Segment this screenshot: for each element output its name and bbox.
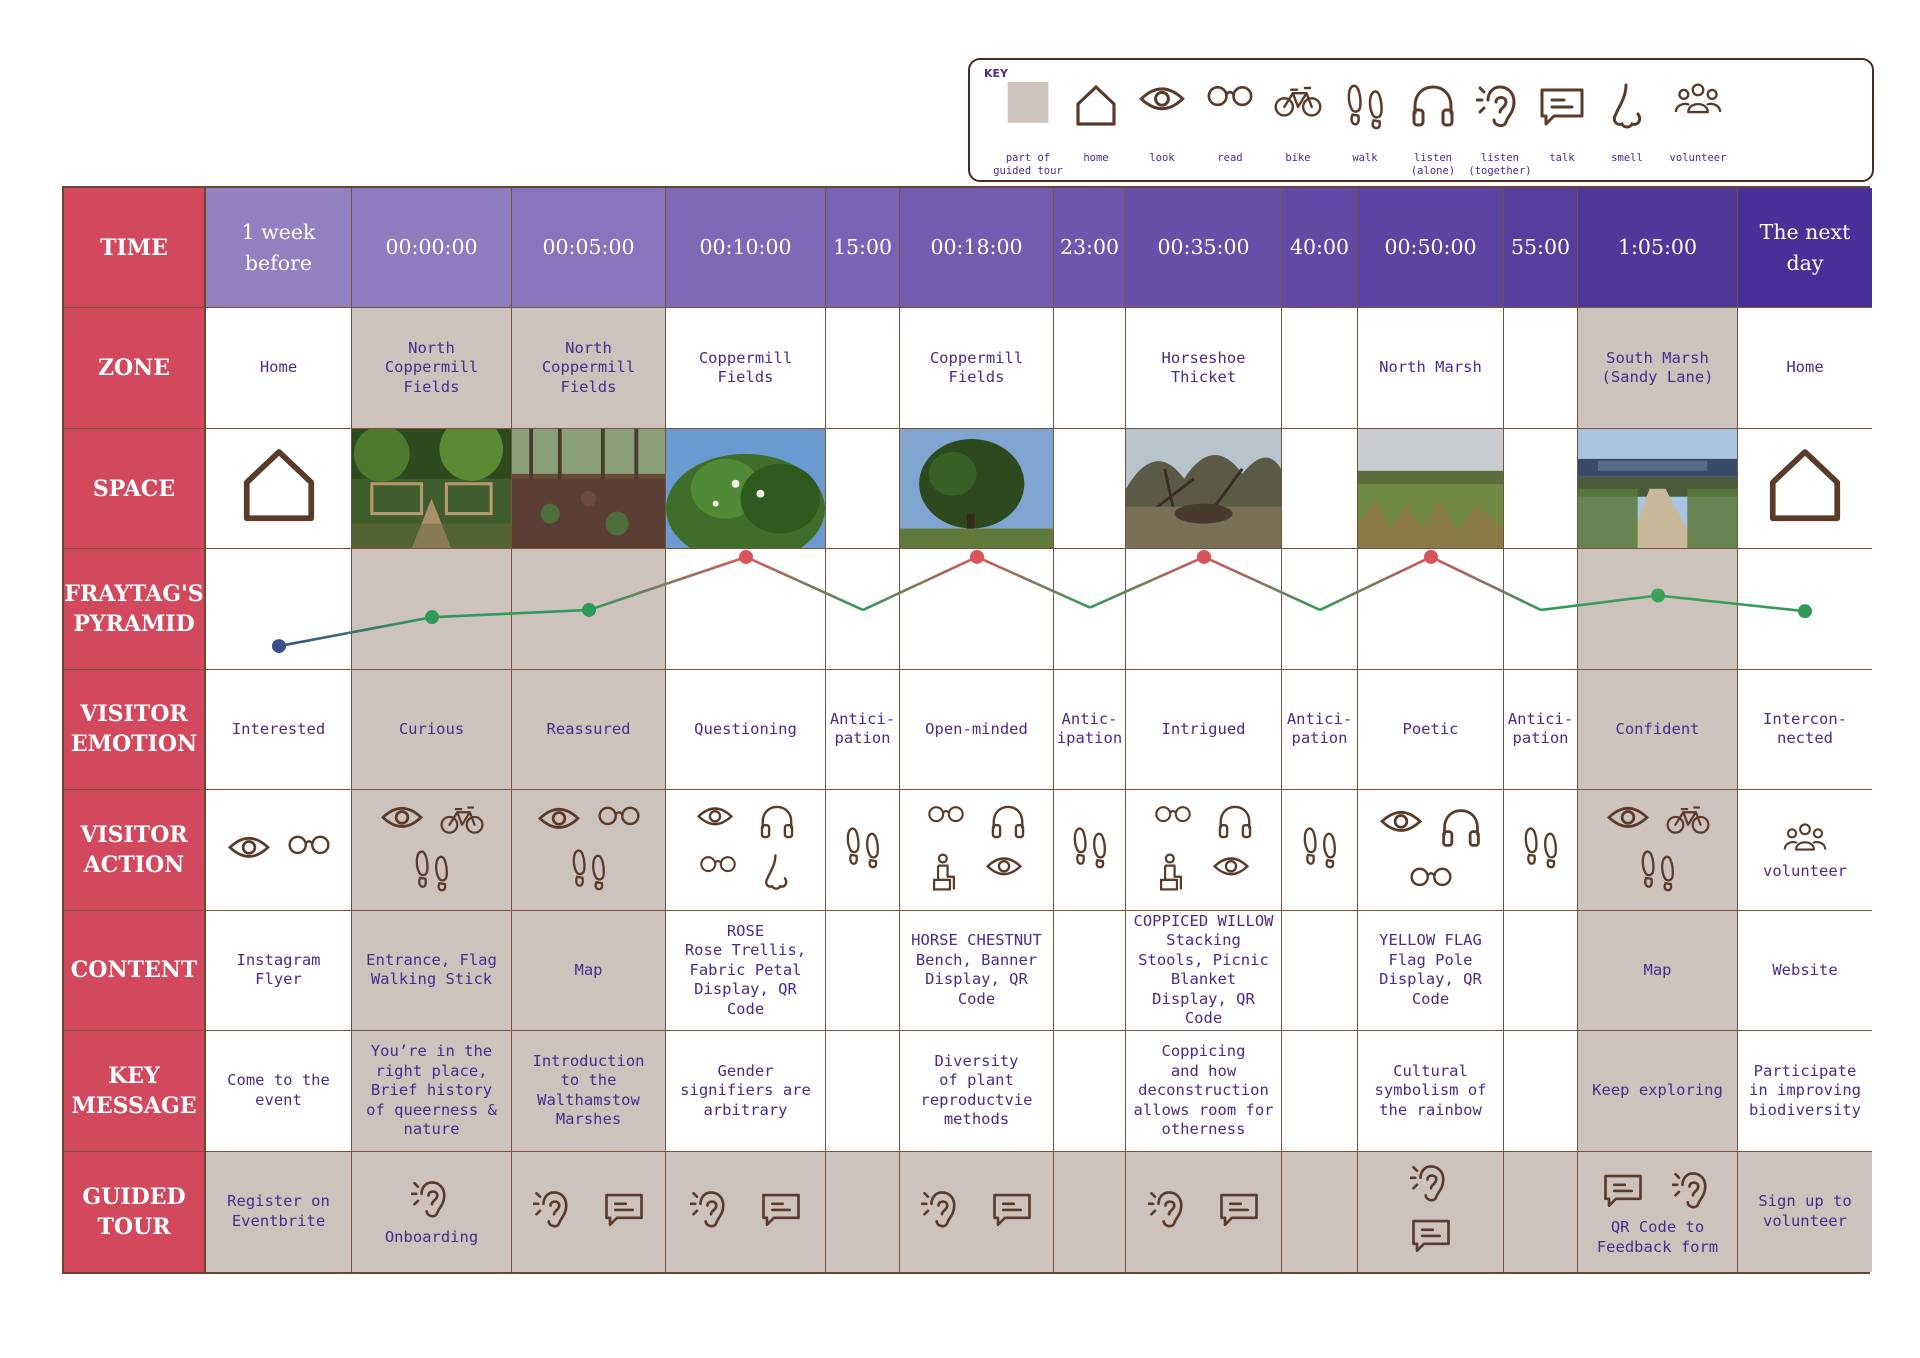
zone-cell: North Coppermill Fields [512, 308, 666, 428]
action-icons [516, 799, 661, 901]
action-icons [670, 800, 821, 899]
emotion-cell: Open-minded [900, 670, 1054, 790]
footprints-icon [406, 844, 457, 902]
guided-tour-cell [512, 1152, 666, 1272]
legend-label: smell [1611, 152, 1643, 164]
pyramid-cell [1578, 549, 1738, 669]
action-icons [1064, 821, 1115, 879]
legend-label: listen (alone) [1410, 152, 1456, 177]
glasses-icon [589, 799, 649, 843]
tour-text: QR Code to Feedback form [1596, 1218, 1719, 1256]
row-label-space: SPACE [64, 429, 206, 549]
eye-icon [1598, 798, 1658, 845]
home-icon [236, 443, 322, 535]
time-cell: 00:05:00 [512, 188, 666, 308]
action-cell [1054, 790, 1126, 910]
action-icons [1515, 821, 1566, 879]
space-cell [512, 429, 666, 549]
space-cell [1504, 429, 1578, 549]
action-cell [1358, 790, 1504, 910]
emotion-cell: Antici- pation [1504, 670, 1578, 790]
action-cell [900, 790, 1054, 910]
content-cell [826, 911, 900, 1031]
eye-icon [973, 850, 1035, 900]
row-label-time: TIME [64, 188, 206, 308]
key-message-cell: Coppicing and how deconstruction allows room for otherness [1126, 1031, 1282, 1151]
content-cell: COPPICED WILLOW Stacking Stools, Picnic Blanket Display, QR Code [1126, 911, 1282, 1031]
pyramid-cell [352, 549, 512, 669]
time-cell: 55:00 [1504, 188, 1578, 308]
guided-tour-cell [1504, 1152, 1578, 1272]
guided-tour-cell [1282, 1152, 1358, 1272]
eye-icon [684, 800, 746, 850]
eye-icon [372, 798, 432, 845]
content-cell: Website [1738, 911, 1872, 1031]
tour-icons [1362, 1160, 1499, 1263]
zone-cell [1504, 308, 1578, 428]
time-cell: 15:00 [826, 188, 900, 308]
space-cell [1358, 429, 1504, 549]
photo-rose-bush [666, 429, 825, 548]
content-cell [1282, 911, 1358, 1031]
time-cell: The next day [1738, 188, 1872, 308]
speech-bubble-icon [1396, 1212, 1466, 1264]
eye-icon [1371, 802, 1431, 860]
key-message-cell: Gender signifiers are arbitrary [666, 1031, 826, 1151]
legend-label: look [1149, 152, 1175, 164]
headphones-icon [746, 800, 808, 850]
action-cell [512, 790, 666, 910]
action-icons [1130, 800, 1277, 899]
zone-cell: North Marsh [1358, 308, 1504, 428]
key-message-cell [1504, 1031, 1578, 1151]
row-label-emotion: VISITOR EMOTION [64, 670, 206, 790]
action-icons [1763, 818, 1847, 882]
footprints-icon [1294, 821, 1345, 879]
time-cell: 1 week before [206, 188, 352, 308]
zone-cell: Horseshoe Thicket [1126, 308, 1282, 428]
action-cell [826, 790, 900, 910]
action-icons [356, 798, 507, 902]
content-cell: YELLOW FLAG Flag Pole Display, QR Code [1358, 911, 1504, 1031]
legend-label: part of guided tour [993, 152, 1063, 177]
key-message-cell [826, 1031, 900, 1151]
content-cell: HORSE CHESTNUT Bench, Banner Display, QR Code [900, 911, 1054, 1031]
pyramid-cell [666, 549, 826, 669]
footprints-icon [1064, 821, 1115, 879]
speech-bubble-icon [589, 1186, 659, 1238]
key-message-cell: Cultural symbolism of the rainbow [1358, 1031, 1504, 1151]
ear-icon [907, 1186, 977, 1238]
emotion-cell: Curious [352, 670, 512, 790]
eye-icon [219, 828, 279, 872]
key-message-cell: Participate in improving biodiversity [1738, 1031, 1872, 1151]
glasses-icon [279, 828, 339, 872]
row-label-message: KEY MESSAGE [64, 1031, 206, 1151]
pyramid-cell [206, 549, 352, 669]
emotion-cell: Confident [1578, 670, 1738, 790]
row-label-zone: ZONE [64, 308, 206, 428]
ear-icon [519, 1186, 589, 1238]
space-cell [826, 429, 900, 549]
action-cell [666, 790, 826, 910]
eye-icon [1200, 850, 1262, 900]
glasses-icon [915, 800, 977, 850]
guided-tour-cell [1126, 1152, 1282, 1272]
row-label-tour: GUIDED TOUR [64, 1152, 206, 1272]
action-label: volunteer [1763, 862, 1847, 881]
action-cell [206, 790, 352, 910]
guided-tour-cell [352, 1152, 512, 1272]
emotion-cell: Antic- ipation [1054, 670, 1126, 790]
group-icon [1775, 818, 1835, 862]
headphones-icon [1204, 800, 1266, 850]
action-icons [1362, 802, 1499, 897]
journey-map-grid [62, 186, 1870, 1274]
tour-icons [1588, 1167, 1728, 1219]
nose-icon [749, 850, 803, 900]
content-cell: Map [512, 911, 666, 1031]
emotion-cell: Intercon- nected [1738, 670, 1872, 790]
key-message-cell: Keep exploring [1578, 1031, 1738, 1151]
guided-tour-cell [206, 1152, 352, 1272]
footprints-icon [837, 821, 888, 879]
zone-cell: Home [1738, 308, 1872, 428]
action-icons [1582, 798, 1733, 902]
row-label-content: CONTENT [64, 911, 206, 1031]
legend-label: listen (together) [1468, 152, 1532, 177]
seated-person-icon [1145, 850, 1199, 900]
content-cell: ROSE Rose Trellis, Fabric Petal Display, QR Code [666, 911, 826, 1031]
pyramid-cell [900, 549, 1054, 669]
tour-icons [907, 1186, 1047, 1238]
headphones-icon [977, 800, 1039, 850]
bike-icon [432, 798, 492, 845]
tour-text: Onboarding [384, 1227, 479, 1246]
action-cell [1282, 790, 1358, 910]
action-icons [1294, 821, 1345, 879]
legend-label: walk [1352, 152, 1378, 164]
ear-icon [1396, 1160, 1466, 1212]
content-cell [1054, 911, 1126, 1031]
pyramid-cell [1504, 549, 1578, 669]
legend-key [968, 58, 1874, 182]
tour-text: Register on Eventbrite [227, 1192, 330, 1230]
legend-item-nose [1587, 74, 1667, 182]
zone-cell [1282, 308, 1358, 428]
ear-icon [1658, 1167, 1728, 1219]
photo-coppiced-willow [1126, 429, 1281, 548]
legend-item-group [1658, 74, 1738, 182]
zone-cell: Coppermill Fields [666, 308, 826, 428]
key-message-cell: You’re in the right place, Brief history of queerness & nature [352, 1031, 512, 1151]
pyramid-cell [1054, 549, 1126, 669]
time-cell: 00:00:00 [352, 188, 512, 308]
action-icons [904, 800, 1049, 899]
speech-bubble-icon [977, 1186, 1047, 1238]
ear-icon [1134, 1186, 1204, 1238]
guided-tour-cell [1054, 1152, 1126, 1272]
emotion-cell: Antici- pation [1282, 670, 1358, 790]
guided-tour-cell [1738, 1152, 1872, 1272]
action-icons [837, 821, 888, 879]
key-message-cell [1054, 1031, 1126, 1151]
tour-icons [1134, 1186, 1274, 1238]
emotion-cell: Reassured [512, 670, 666, 790]
content-cell: Instagram Flyer [206, 911, 352, 1031]
seated-person-icon [918, 850, 972, 900]
legend-label: volunteer [1669, 152, 1727, 164]
tour-icons [519, 1186, 659, 1238]
action-cell [1738, 790, 1872, 910]
home-icon [1762, 443, 1848, 535]
zone-cell: Coppermill Fields [900, 308, 1054, 428]
time-cell: 00:35:00 [1126, 188, 1282, 308]
ear-icon [397, 1176, 467, 1228]
guided-tour-cell [1578, 1152, 1738, 1272]
speech-bubble-icon [746, 1186, 816, 1238]
guided-tour-cell [666, 1152, 826, 1272]
bike-icon [1658, 798, 1718, 845]
content-cell: Entrance, Flag Walking Stick [352, 911, 512, 1031]
footprints-icon [563, 843, 614, 901]
emotion-cell: Intrigued [1126, 670, 1282, 790]
zone-cell: North Coppermill Fields [352, 308, 512, 428]
emotion-cell: Antici- pation [826, 670, 900, 790]
action-icons [219, 828, 339, 872]
tour-icons [676, 1186, 816, 1238]
key-message-cell: Come to the event [206, 1031, 352, 1151]
time-cell: 00:50:00 [1358, 188, 1504, 308]
zone-cell [1054, 308, 1126, 428]
photo-entrance-gate [352, 429, 511, 548]
action-cell [1504, 790, 1578, 910]
photo-sandy-lane [1578, 429, 1737, 548]
tour-text: Sign up to volunteer [1758, 1192, 1852, 1230]
glasses-icon [687, 850, 749, 900]
emotion-cell: Questioning [666, 670, 826, 790]
space-cell [666, 429, 826, 549]
footprints-icon [1632, 844, 1683, 902]
row-label-pyramid: FRAYTAG'S PYRAMID [64, 549, 206, 669]
photo-horse-chestnut [900, 429, 1053, 548]
row-label-action: VISITOR ACTION [64, 790, 206, 910]
key-message-cell: Diversity of plant reproductvie methods [900, 1031, 1054, 1151]
zone-cell: Home [206, 308, 352, 428]
guided-tour-cell [900, 1152, 1054, 1272]
time-cell: 1:05:00 [1578, 188, 1738, 308]
legend-label: bike [1285, 152, 1311, 164]
space-cell [1578, 429, 1738, 549]
pyramid-cell [1358, 549, 1504, 669]
pyramid-cell [826, 549, 900, 669]
content-cell [1504, 911, 1578, 1031]
tour-icons [397, 1176, 467, 1228]
space-cell [1054, 429, 1126, 549]
pyramid-cell [1282, 549, 1358, 669]
footprints-icon [1515, 821, 1566, 879]
speech-bubble-icon [1588, 1167, 1658, 1219]
space-cell [1738, 429, 1872, 549]
time-cell: 00:10:00 [666, 188, 826, 308]
space-cell [1282, 429, 1358, 549]
eye-icon [529, 799, 589, 843]
photo-north-marsh [1358, 429, 1503, 548]
ear-icon [676, 1186, 746, 1238]
zone-cell [826, 308, 900, 428]
photo-woodland-floor [512, 429, 665, 548]
guided-tour-cell [826, 1152, 900, 1272]
time-cell: 23:00 [1054, 188, 1126, 308]
legend-label: read [1217, 152, 1243, 164]
legend-title: KEY [984, 67, 1009, 80]
legend-label: talk [1549, 152, 1575, 164]
pyramid-cell [1738, 549, 1872, 669]
zone-cell: South Marsh (Sandy Lane) [1578, 308, 1738, 428]
pyramid-cell [512, 549, 666, 669]
emotion-cell: Interested [206, 670, 352, 790]
space-cell [352, 429, 512, 549]
glasses-icon [1142, 800, 1204, 850]
action-cell [1578, 790, 1738, 910]
glasses-icon [1401, 860, 1461, 898]
content-cell: Map [1578, 911, 1738, 1031]
action-cell [352, 790, 512, 910]
time-cell: 00:18:00 [900, 188, 1054, 308]
pyramid-cell [1126, 549, 1282, 669]
key-message-cell: Introduction to the Walthamstow Marshes [512, 1031, 666, 1151]
guided-tour-cell [1358, 1152, 1504, 1272]
time-cell: 40:00 [1282, 188, 1358, 308]
headphones-icon [1431, 802, 1491, 860]
key-message-cell [1282, 1031, 1358, 1151]
emotion-cell: Poetic [1358, 670, 1504, 790]
space-cell [1126, 429, 1282, 549]
action-cell [1126, 790, 1282, 910]
space-cell [206, 429, 352, 549]
legend-label: home [1083, 152, 1109, 164]
speech-bubble-icon [1204, 1186, 1274, 1238]
space-cell [900, 429, 1054, 549]
